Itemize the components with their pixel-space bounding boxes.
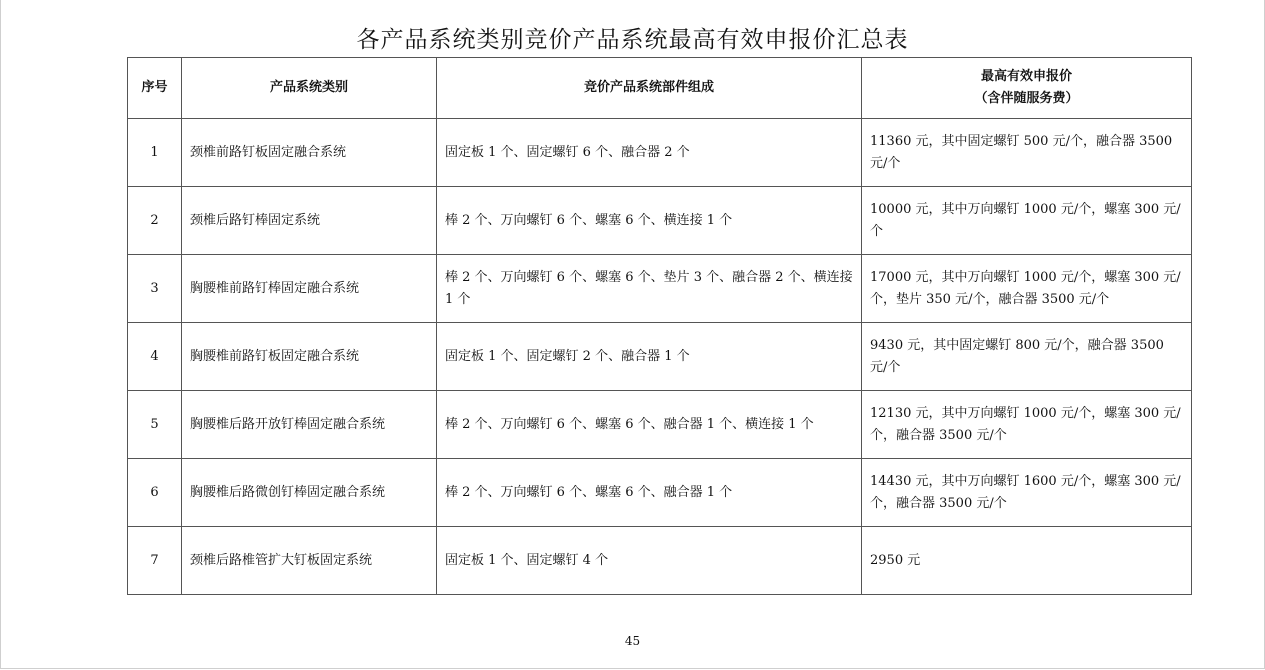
table-row: [128, 187, 1192, 255]
cell-max-price: 10000 元，其中万向螺钉 1000 元/个，螺塞 300 元/个: [862, 187, 1192, 255]
document-title: 各产品系统类别竞价产品系统最高有效申报价汇总表: [356, 27, 909, 53]
header-components: 竞价产品系统部件组成: [437, 58, 862, 119]
cell-components: 棒 2 个、万向螺钉 6 个、螺塞 6 个、横连接 1 个: [437, 187, 862, 255]
cell-serial-no: 3: [128, 255, 182, 323]
cell-category: 胸腰椎前路钉板固定融合系统: [182, 323, 437, 391]
cell-components: 固定板 1 个、固定螺钉 2 个、融合器 1 个: [437, 323, 862, 391]
cell-components: 棒 2 个、万向螺钉 6 个、螺塞 6 个、融合器 1 个、横连接 1 个: [437, 391, 862, 459]
table-row: [128, 255, 1192, 323]
cell-serial-no: 7: [128, 527, 182, 595]
cell-category: 胸腰椎后路开放钉棒固定融合系统: [182, 391, 437, 459]
cell-serial-no: 2: [128, 187, 182, 255]
cell-components: 固定板 1 个、固定螺钉 6 个、融合器 2 个: [437, 119, 862, 187]
cell-max-price: 17000 元，其中万向螺钉 1000 元/个，螺塞 300 元/个，垫片 350 元/个，融合器 3500 元/个: [862, 255, 1192, 323]
cell-max-price: 12130 元，其中万向螺钉 1000 元/个，螺塞 300 元/个，融合器 3500 元/个: [862, 391, 1192, 459]
header-max-price-line2: （含伴随服务费）: [974, 91, 1079, 106]
cell-max-price: 14430 元，其中万向螺钉 1600 元/个，螺塞 300 元/个，融合器 3500 元/个: [862, 459, 1192, 527]
cell-max-price: 2950 元: [862, 527, 1192, 595]
price-summary-table: [127, 57, 1192, 595]
table-row: [128, 323, 1192, 391]
cell-category: 颈椎后路椎管扩大钉板固定系统: [182, 527, 437, 595]
cell-category: 颈椎前路钉板固定融合系统: [182, 119, 437, 187]
table-row: [128, 459, 1192, 527]
header-serial-no: 序号: [128, 58, 182, 119]
table-row: [128, 527, 1192, 595]
cell-components: 棒 2 个、万向螺钉 6 个、螺塞 6 个、垫片 3 个、融合器 2 个、横连接 1 个: [437, 255, 862, 323]
cell-serial-no: 4: [128, 323, 182, 391]
header-max-price: [862, 58, 1192, 119]
page-number: 45: [624, 634, 641, 648]
table-header-row: [128, 58, 1192, 119]
cell-components: 固定板 1 个、固定螺钉 4 个: [437, 527, 862, 595]
table-row: [128, 119, 1192, 187]
cell-category: 胸腰椎前路钉棒固定融合系统: [182, 255, 437, 323]
cell-max-price: 9430 元，其中固定螺钉 800 元/个，融合器 3500 元/个: [862, 323, 1192, 391]
cell-category: 胸腰椎后路微创钉棒固定融合系统: [182, 459, 437, 527]
cell-serial-no: 5: [128, 391, 182, 459]
cell-serial-no: 1: [128, 119, 182, 187]
table-row: [128, 391, 1192, 459]
cell-category: 颈椎后路钉棒固定系统: [182, 187, 437, 255]
cell-components: 棒 2 个、万向螺钉 6 个、螺塞 6 个、融合器 1 个: [437, 459, 862, 527]
header-max-price-line1: 最高有效申报价: [980, 69, 1072, 84]
cell-max-price: 11360 元，其中固定螺钉 500 元/个，融合器 3500 元/个: [862, 119, 1192, 187]
cell-serial-no: 6: [128, 459, 182, 527]
header-category: 产品系统类别: [182, 58, 437, 119]
